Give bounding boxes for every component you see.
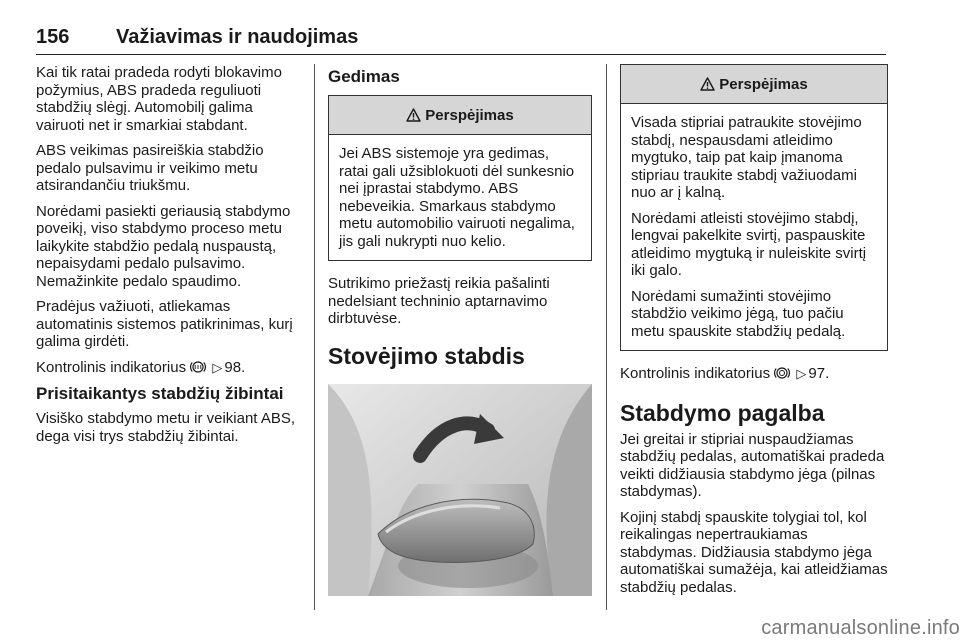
column-1 xyxy=(36,64,304,453)
warning-title: Perspėjimas xyxy=(425,106,514,124)
paragraph: Sutrikimo priežastį reikia pašalinti nedelsiant techninio aptarnavimo dirbtuvėse. xyxy=(328,275,550,327)
warning-text: Norėdami sumažinti stovėjimo stabdžio veikimo jėgą, tuo pačiu metu spauskite stabdžių pedalą. xyxy=(631,287,846,340)
warning-header xyxy=(621,65,887,104)
indicator-page[interactable]: 98. xyxy=(224,358,246,376)
page-header xyxy=(36,24,886,55)
indicator-reference xyxy=(36,359,304,377)
heading-gedimas: Gedimas xyxy=(328,67,400,86)
warning-text: Visada stipriai patraukite stovėjimo stabdį, nespausdami atleidimo mygtuko, taip pat kaip įmanoma stipriau traukite stabdį važiuodami nuo ar į kalną. xyxy=(631,114,862,201)
warning-text: Norėdami atleisti stovėjimo stabdį, lengvai pakelkite svirtį, paspauskite atleidimo mygtuką ir nuleiskite svirtį iki galo. xyxy=(631,209,867,279)
paragraph: Kojinį stabdį spauskite tolygiai tol, kol reikalingas nepertraukiamas stabdymas. Didžiausia stabdymo jėga automatiškai sumažėja, kai atleidžiamas stabdžių pedalas. xyxy=(620,508,888,596)
subheading: Prisitaikantys stabdžių žibintai xyxy=(36,384,284,403)
indicator-page[interactable]: 97. xyxy=(808,365,830,382)
indicator-text: Kontrolinis indikatorius xyxy=(620,365,771,382)
paragraph: Visiško stabdymo metu ir veikiant ABS, dega visi trys stabdžių žibintai. xyxy=(36,410,295,445)
warning-triangle-icon xyxy=(406,108,421,122)
section-heading-parking-brake: Stovėjimo stabdis xyxy=(328,342,525,369)
warning-triangle-icon xyxy=(700,77,715,91)
paragraph: Jei greitai ir stipriai nuspaudžiamas stabdžių pedalas, automatiškai pradeda veikti didžiausia stabdymo jėga (pilnas stabdymas). xyxy=(620,430,885,500)
page-number: 156 xyxy=(36,26,70,48)
warning-box xyxy=(620,64,888,351)
watermark: carmanualsonline.info xyxy=(761,617,960,639)
page-ref-arrow-icon: ▷ xyxy=(796,366,807,381)
paragraph: Norėdami pasiekti geriausią stabdymo poveikį, viso stabdymo proceso metu laikykite stabdžio pedalą nuspaustą, nepaisydami pedalo pulsavimo. Nemažinkite pedalo spaudimo. xyxy=(36,202,291,290)
page-ref-arrow-icon: ▷ xyxy=(212,359,223,375)
brake-indicator-icon xyxy=(774,366,790,380)
section-heading-brake-assist: Stabdymo pagalba xyxy=(620,399,825,426)
warning-body xyxy=(329,135,591,260)
chapter-title: Važiavimas ir naudojimas xyxy=(116,26,359,48)
indicator-text: Kontrolinis indikatorius xyxy=(36,358,187,376)
indicator-reference xyxy=(620,365,888,383)
column-divider xyxy=(606,64,607,610)
paragraph: Pradėjus važiuoti, atliekamas automatinis sistemos patikrinimas, kurį galima girdėti. xyxy=(36,298,293,350)
warning-header xyxy=(329,96,591,135)
paragraph: ABS veikimas pasireiškia stabdžio pedalo pulsavimu ir veikimo metu atsirandančiu triukšmu. xyxy=(36,142,264,194)
column-divider xyxy=(314,64,315,610)
warning-box xyxy=(328,95,592,261)
parking-brake-illustration xyxy=(328,384,592,596)
warning-title: Perspėjimas xyxy=(719,75,808,93)
warning-body xyxy=(621,104,887,350)
abs-indicator-icon xyxy=(190,360,206,374)
column-2 xyxy=(328,64,592,596)
warning-text: Jei ABS sistemoje yra gedimas, ratai gali užsiblokuoti dėl sunkesnio nei įprastai stabdymo. ABS nebeveikia. Smarkaus stabdymo metu automobilio vairuoti negalima, jis gali nukrypti nuo kelio. xyxy=(339,145,575,250)
column-3 xyxy=(620,64,888,604)
paragraph: Kai tik ratai pradeda rodyti blokavimo požymius, ABS pradeda reguliuoti stabdžių slėgį. Automobilį galima vairuoti net ir smarkiai stabdant. xyxy=(36,64,282,134)
